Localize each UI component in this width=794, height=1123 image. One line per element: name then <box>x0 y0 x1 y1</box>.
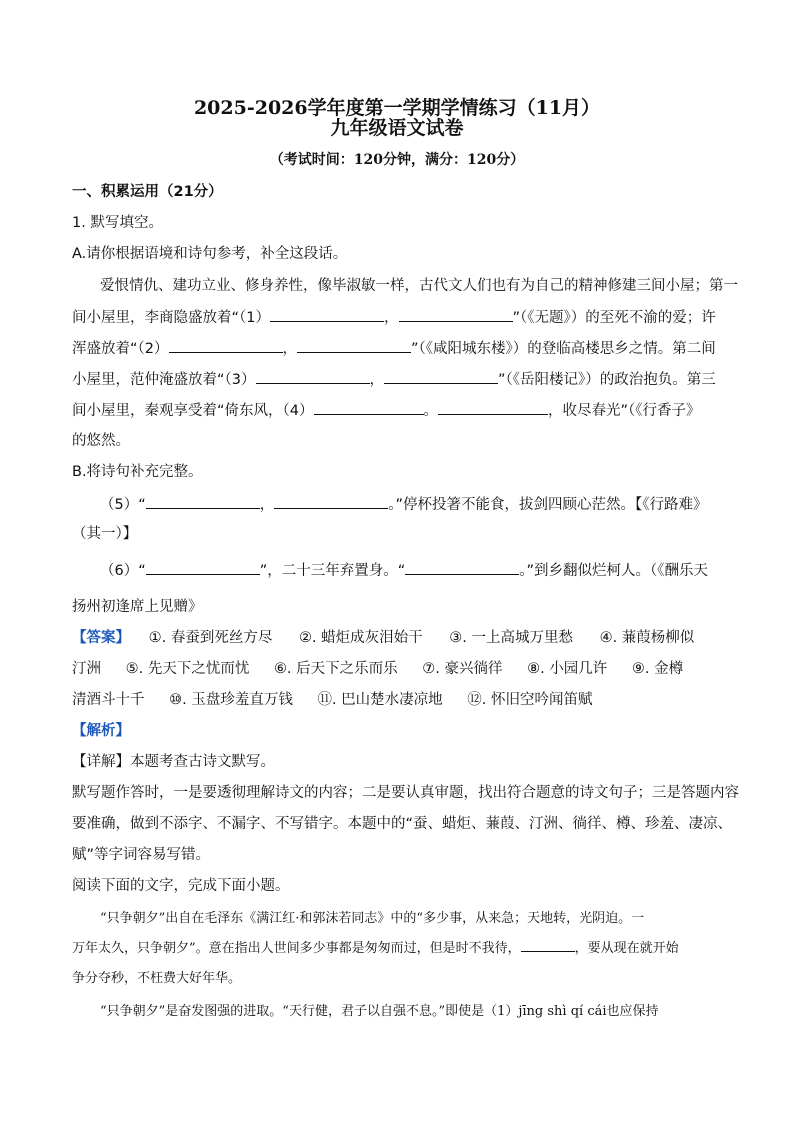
analysis-label: 【解析】 <box>72 723 130 739</box>
answer-line <box>72 659 683 679</box>
question-text: （6）“ <box>100 563 146 579</box>
question-6-source: 扬州初逢席上见赠》 <box>72 599 203 615</box>
reading-line: “只争朝夕”出自在毛泽东《满江红·和郭沫若同志》中的“多少事，从来急；天地转，光阴迫。一 <box>100 911 645 926</box>
reading-line <box>72 939 679 959</box>
section-heading: 一、积累运用（21分） <box>72 184 223 200</box>
answer-item: ②. 蜡炬成灰泪始干 <box>298 630 423 646</box>
detail-line: 【详解】本题考查古诗文默写。 <box>72 754 275 770</box>
question-text: 。”到乡翻似烂柯人。（《酬乐天 <box>519 563 709 579</box>
detail-line: 赋”等字词容易写错。 <box>72 847 211 863</box>
blank-6b[interactable] <box>405 560 519 575</box>
passage-text: 小屋里，范仲淹盛放着“（3） <box>72 372 256 388</box>
blank-5a[interactable] <box>146 494 260 509</box>
reading-text: “只争朝夕”是奋发图强的进取。“天行健，君子以自强不息。”即使是（1） <box>100 1004 519 1019</box>
blank-2a[interactable] <box>169 338 283 353</box>
passage-text: ， <box>369 372 384 388</box>
answer-item: ④. 蒹葭杨柳似 <box>599 630 695 646</box>
question-6 <box>100 560 708 581</box>
answer-line <box>72 690 592 710</box>
question-text: ， <box>259 497 275 513</box>
answer-item: 清酒斗十千 <box>72 692 145 708</box>
reading-text: 也应保持 <box>606 1004 659 1019</box>
answer-item: ⑪. 巴山楚水凄凉地 <box>317 692 443 708</box>
blank-3b[interactable] <box>384 369 498 384</box>
pinyin-text: jīng shì qí cái <box>518 1004 607 1019</box>
passage-text: 间小屋里，秦观享受着“倚东风，（4） <box>72 403 314 419</box>
blank-2b[interactable] <box>297 338 411 353</box>
blank-1a[interactable] <box>270 307 384 322</box>
answer-item: ⑫. 怀旧空吟闻笛赋 <box>467 692 593 708</box>
blank-5b[interactable] <box>274 494 388 509</box>
question-text: ”，二十三年弃置身。“ <box>259 563 406 579</box>
answer-item: ⑤. 先天下之忧而忧 <box>125 661 250 677</box>
answer-label: 【答案】 <box>72 630 130 646</box>
passage-text: 。 <box>423 403 438 419</box>
reading-text: ，要从现在就开始 <box>574 941 679 956</box>
answer-item: ⑥. 后天下之乐而乐 <box>273 661 398 677</box>
reading-intro: 阅读下面的文字，完成下面小题。 <box>72 878 290 894</box>
passage-text: 浑盛放着“（2） <box>72 341 169 357</box>
part-a-label: A.请你根据语境和诗句参考，补全这段话。 <box>72 246 348 262</box>
answer-item: ①. 春蚕到死丝方尽 <box>148 630 273 646</box>
exam-subtitle: 九年级语文试卷 <box>330 117 464 139</box>
reading-blank[interactable] <box>521 939 575 952</box>
passage-text: 间小屋里，李商隐盛放着“（1） <box>72 310 270 326</box>
passage-text: ”（《咸阳城东楼》）的登临高楼思乡之情。第二间 <box>411 341 716 357</box>
passage-line: 的悠然。 <box>72 433 130 449</box>
detail-line: 要准确，做到不添字、不漏字、不写错字。本题中的“蚕、蜡炬、蒹葭、汀洲、徜徉、樽、珍羞、凄凉、 <box>72 816 733 832</box>
exam-title: 2025-2026学年度第一学期学情练习（11月） <box>193 97 601 119</box>
passage-text: ， <box>282 341 297 357</box>
answer-item: 汀洲 <box>72 661 101 677</box>
passage-text: ”（《无题》）的至死不渝的爱；许 <box>512 310 716 326</box>
answer-item: ⑩. 玉盘珍羞直万钱 <box>169 692 293 708</box>
question-5 <box>100 494 708 515</box>
blank-6a[interactable] <box>146 560 260 575</box>
answer-item: ⑦. 豪兴徜徉 <box>422 661 503 677</box>
passage-text: ，收尽春光”（《行香子》 <box>548 403 701 419</box>
passage-line <box>72 307 716 328</box>
blank-4a[interactable] <box>314 400 424 415</box>
detail-line: 默写题作答时，一是要透彻理解诗文的内容；二是要认真审题，找出符合题意的诗文句子；三是答题内容 <box>72 785 739 801</box>
answer-item: ⑨. 金樽 <box>631 661 684 677</box>
passage-line <box>72 369 716 390</box>
question-label: 1. 默写填空。 <box>72 215 163 231</box>
question-text: （5）“ <box>100 497 146 513</box>
part-b-label: B.将诗句补充完整。 <box>72 464 203 480</box>
blank-4b[interactable] <box>438 400 548 415</box>
blank-1b[interactable] <box>399 307 513 322</box>
passage-line <box>72 338 716 359</box>
passage-text: ， <box>384 310 399 326</box>
answer-line <box>72 628 694 648</box>
answer-item: ③. 一上高城万里愁 <box>449 630 573 646</box>
passage-text: ”（《岳阳楼记》）的政治抱负。第三 <box>498 372 716 388</box>
answer-item: ⑧. 小园几许 <box>527 661 608 677</box>
passage-line: 爱恨情仇、建功立业、修身养性，像毕淑敏一样，古代文人们也有为自己的精神修建三间小屋；第一 <box>100 278 738 294</box>
blank-3a[interactable] <box>256 369 370 384</box>
exam-info: （考试时间：120分钟，满分：120分） <box>269 152 525 168</box>
reading-line: 争分夺秒，不枉费大好年华。 <box>72 971 242 986</box>
question-text: 。”停杯投箸不能食，拔剑四顾心茫然。【《行路难》 <box>388 497 708 513</box>
reading-text: 万年太久，只争朝夕”。意在指出人世间多少事都是匆匆而过，但是时不我待， <box>72 941 521 956</box>
reading-line <box>100 1002 659 1022</box>
question-5-source: （其一）】 <box>72 526 138 542</box>
passage-line <box>72 400 701 421</box>
